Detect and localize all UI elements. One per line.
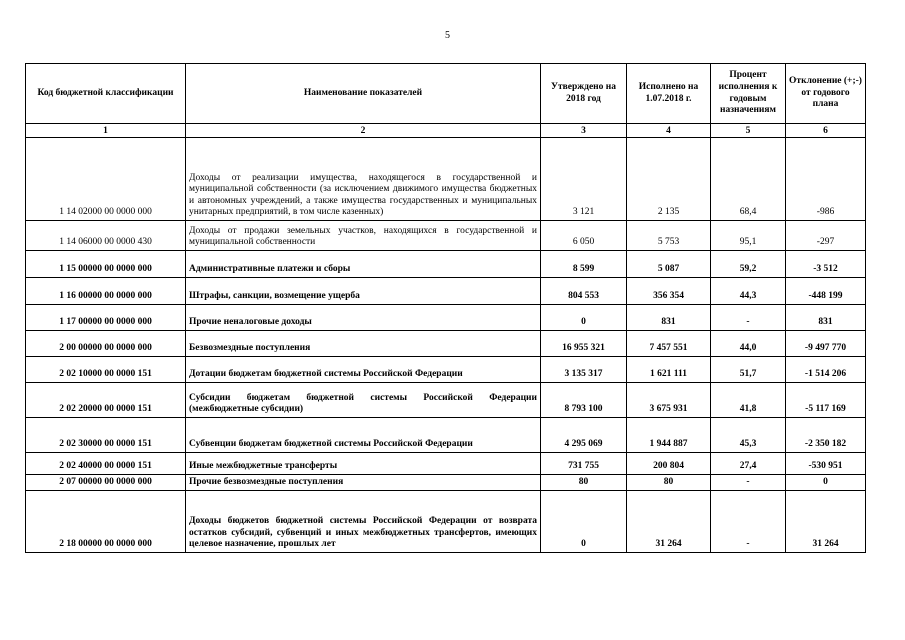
row-name: Административные платежи и сборы [186, 251, 541, 278]
row-name: Безвозмездные поступления [186, 331, 541, 357]
row-name: Доходы бюджетов бюджетной системы Российской Федерации от возврата остатков субсидий, субвенций и иных межбюджетных трансфертов, имеющих целевое назначение, прошлых лет [186, 491, 541, 553]
row-percent: 68,4 [711, 138, 786, 221]
table-row [26, 278, 866, 305]
table-row [26, 475, 866, 491]
row-approved: 8 599 [541, 251, 627, 278]
header-percent: Процент исполнения к годовым назначениям [711, 64, 786, 124]
row-deviation: -9 497 770 [786, 331, 866, 357]
row-executed: 5 753 [627, 221, 711, 251]
column-number: 4 [627, 124, 711, 138]
row-name: Субвенции бюджетам бюджетной системы Российской Федерации [186, 418, 541, 453]
table-row [26, 331, 866, 357]
header-executed: Исполнено на 1.07.2018 г. [627, 64, 711, 124]
row-approved: 0 [541, 491, 627, 553]
row-executed: 1 944 887 [627, 418, 711, 453]
row-percent: 41,8 [711, 383, 786, 418]
column-number-row [26, 124, 866, 138]
table-row [26, 221, 866, 251]
row-code: 1 15 00000 00 0000 000 [26, 251, 186, 278]
row-executed: 356 354 [627, 278, 711, 305]
row-name: Прочие безвозмездные поступления [186, 475, 541, 491]
row-approved: 4 295 069 [541, 418, 627, 453]
row-code: 2 07 00000 00 0000 000 [26, 475, 186, 491]
row-name: Прочие неналоговые доходы [186, 305, 541, 331]
row-percent: 27,4 [711, 453, 786, 475]
row-name: Субсидии бюджетам бюджетной системы Российской Федерации (межбюджетные субсидии) [186, 383, 541, 418]
row-name: Доходы от продажи земельных участков, находящихся в государственной и муниципальной собственности [186, 221, 541, 251]
row-code: 1 14 02000 00 0000 000 [26, 138, 186, 221]
row-approved: 6 050 [541, 221, 627, 251]
row-name: Штрафы, санкции, возмещение ущерба [186, 278, 541, 305]
table-row [26, 453, 866, 475]
row-percent: 45,3 [711, 418, 786, 453]
row-deviation: -5 117 169 [786, 383, 866, 418]
column-number: 1 [26, 124, 186, 138]
row-executed: 1 621 111 [627, 357, 711, 383]
row-percent: - [711, 305, 786, 331]
table-row [26, 357, 866, 383]
table-row [26, 138, 866, 221]
row-deviation: -530 951 [786, 453, 866, 475]
row-approved: 80 [541, 475, 627, 491]
row-executed: 3 675 931 [627, 383, 711, 418]
row-percent: - [711, 491, 786, 553]
header-approved: Утверждено на 2018 год [541, 64, 627, 124]
row-executed: 831 [627, 305, 711, 331]
row-approved: 0 [541, 305, 627, 331]
row-deviation: -986 [786, 138, 866, 221]
row-percent: - [711, 475, 786, 491]
row-deviation: -448 199 [786, 278, 866, 305]
budget-table [25, 63, 866, 553]
table-row [26, 383, 866, 418]
row-deviation: -1 514 206 [786, 357, 866, 383]
row-code: 2 02 40000 00 0000 151 [26, 453, 186, 475]
row-approved: 804 553 [541, 278, 627, 305]
row-deviation: 0 [786, 475, 866, 491]
row-code: 2 02 30000 00 0000 151 [26, 418, 186, 453]
row-code: 1 14 06000 00 0000 430 [26, 221, 186, 251]
header-code: Код бюджетной классификации [26, 64, 186, 124]
row-approved: 8 793 100 [541, 383, 627, 418]
column-number: 3 [541, 124, 627, 138]
table-row [26, 418, 866, 453]
row-code: 2 00 00000 00 0000 000 [26, 331, 186, 357]
header-row [26, 64, 866, 124]
row-percent: 44,0 [711, 331, 786, 357]
row-executed: 31 264 [627, 491, 711, 553]
row-percent: 59,2 [711, 251, 786, 278]
row-executed: 2 135 [627, 138, 711, 221]
row-approved: 16 955 321 [541, 331, 627, 357]
table-row [26, 305, 866, 331]
row-name: Доходы от реализации имущества, находящегося в государственной и муниципальной собственности (за исключением движимого имущества бюджетных и автономных учреждений, а также имущества государственных и муниципальных унитарных предприятий, в том числе казенных) [186, 138, 541, 221]
row-percent: 51,7 [711, 357, 786, 383]
row-executed: 200 804 [627, 453, 711, 475]
row-deviation: -3 512 [786, 251, 866, 278]
row-deviation: -2 350 182 [786, 418, 866, 453]
row-executed: 5 087 [627, 251, 711, 278]
row-executed: 80 [627, 475, 711, 491]
header-name: Наименование показателей [186, 64, 541, 124]
row-approved: 3 121 [541, 138, 627, 221]
row-percent: 44,3 [711, 278, 786, 305]
row-executed: 7 457 551 [627, 331, 711, 357]
row-code: 1 17 00000 00 0000 000 [26, 305, 186, 331]
row-name: Иные межбюджетные трансферты [186, 453, 541, 475]
row-name: Дотации бюджетам бюджетной системы Российской Федерации [186, 357, 541, 383]
table-row [26, 251, 866, 278]
row-percent: 95,1 [711, 221, 786, 251]
table-row [26, 491, 866, 553]
header-deviation: Отклонение (+;-) от годового плана [786, 64, 866, 124]
row-code: 2 02 20000 00 0000 151 [26, 383, 186, 418]
column-number: 5 [711, 124, 786, 138]
row-approved: 731 755 [541, 453, 627, 475]
row-deviation: 831 [786, 305, 866, 331]
row-approved: 3 135 317 [541, 357, 627, 383]
row-code: 2 18 00000 00 0000 000 [26, 491, 186, 553]
page-number: 5 [445, 30, 450, 41]
row-code: 2 02 10000 00 0000 151 [26, 357, 186, 383]
row-deviation: 31 264 [786, 491, 866, 553]
row-code: 1 16 00000 00 0000 000 [26, 278, 186, 305]
row-deviation: -297 [786, 221, 866, 251]
column-number: 6 [786, 124, 866, 138]
column-number: 2 [186, 124, 541, 138]
